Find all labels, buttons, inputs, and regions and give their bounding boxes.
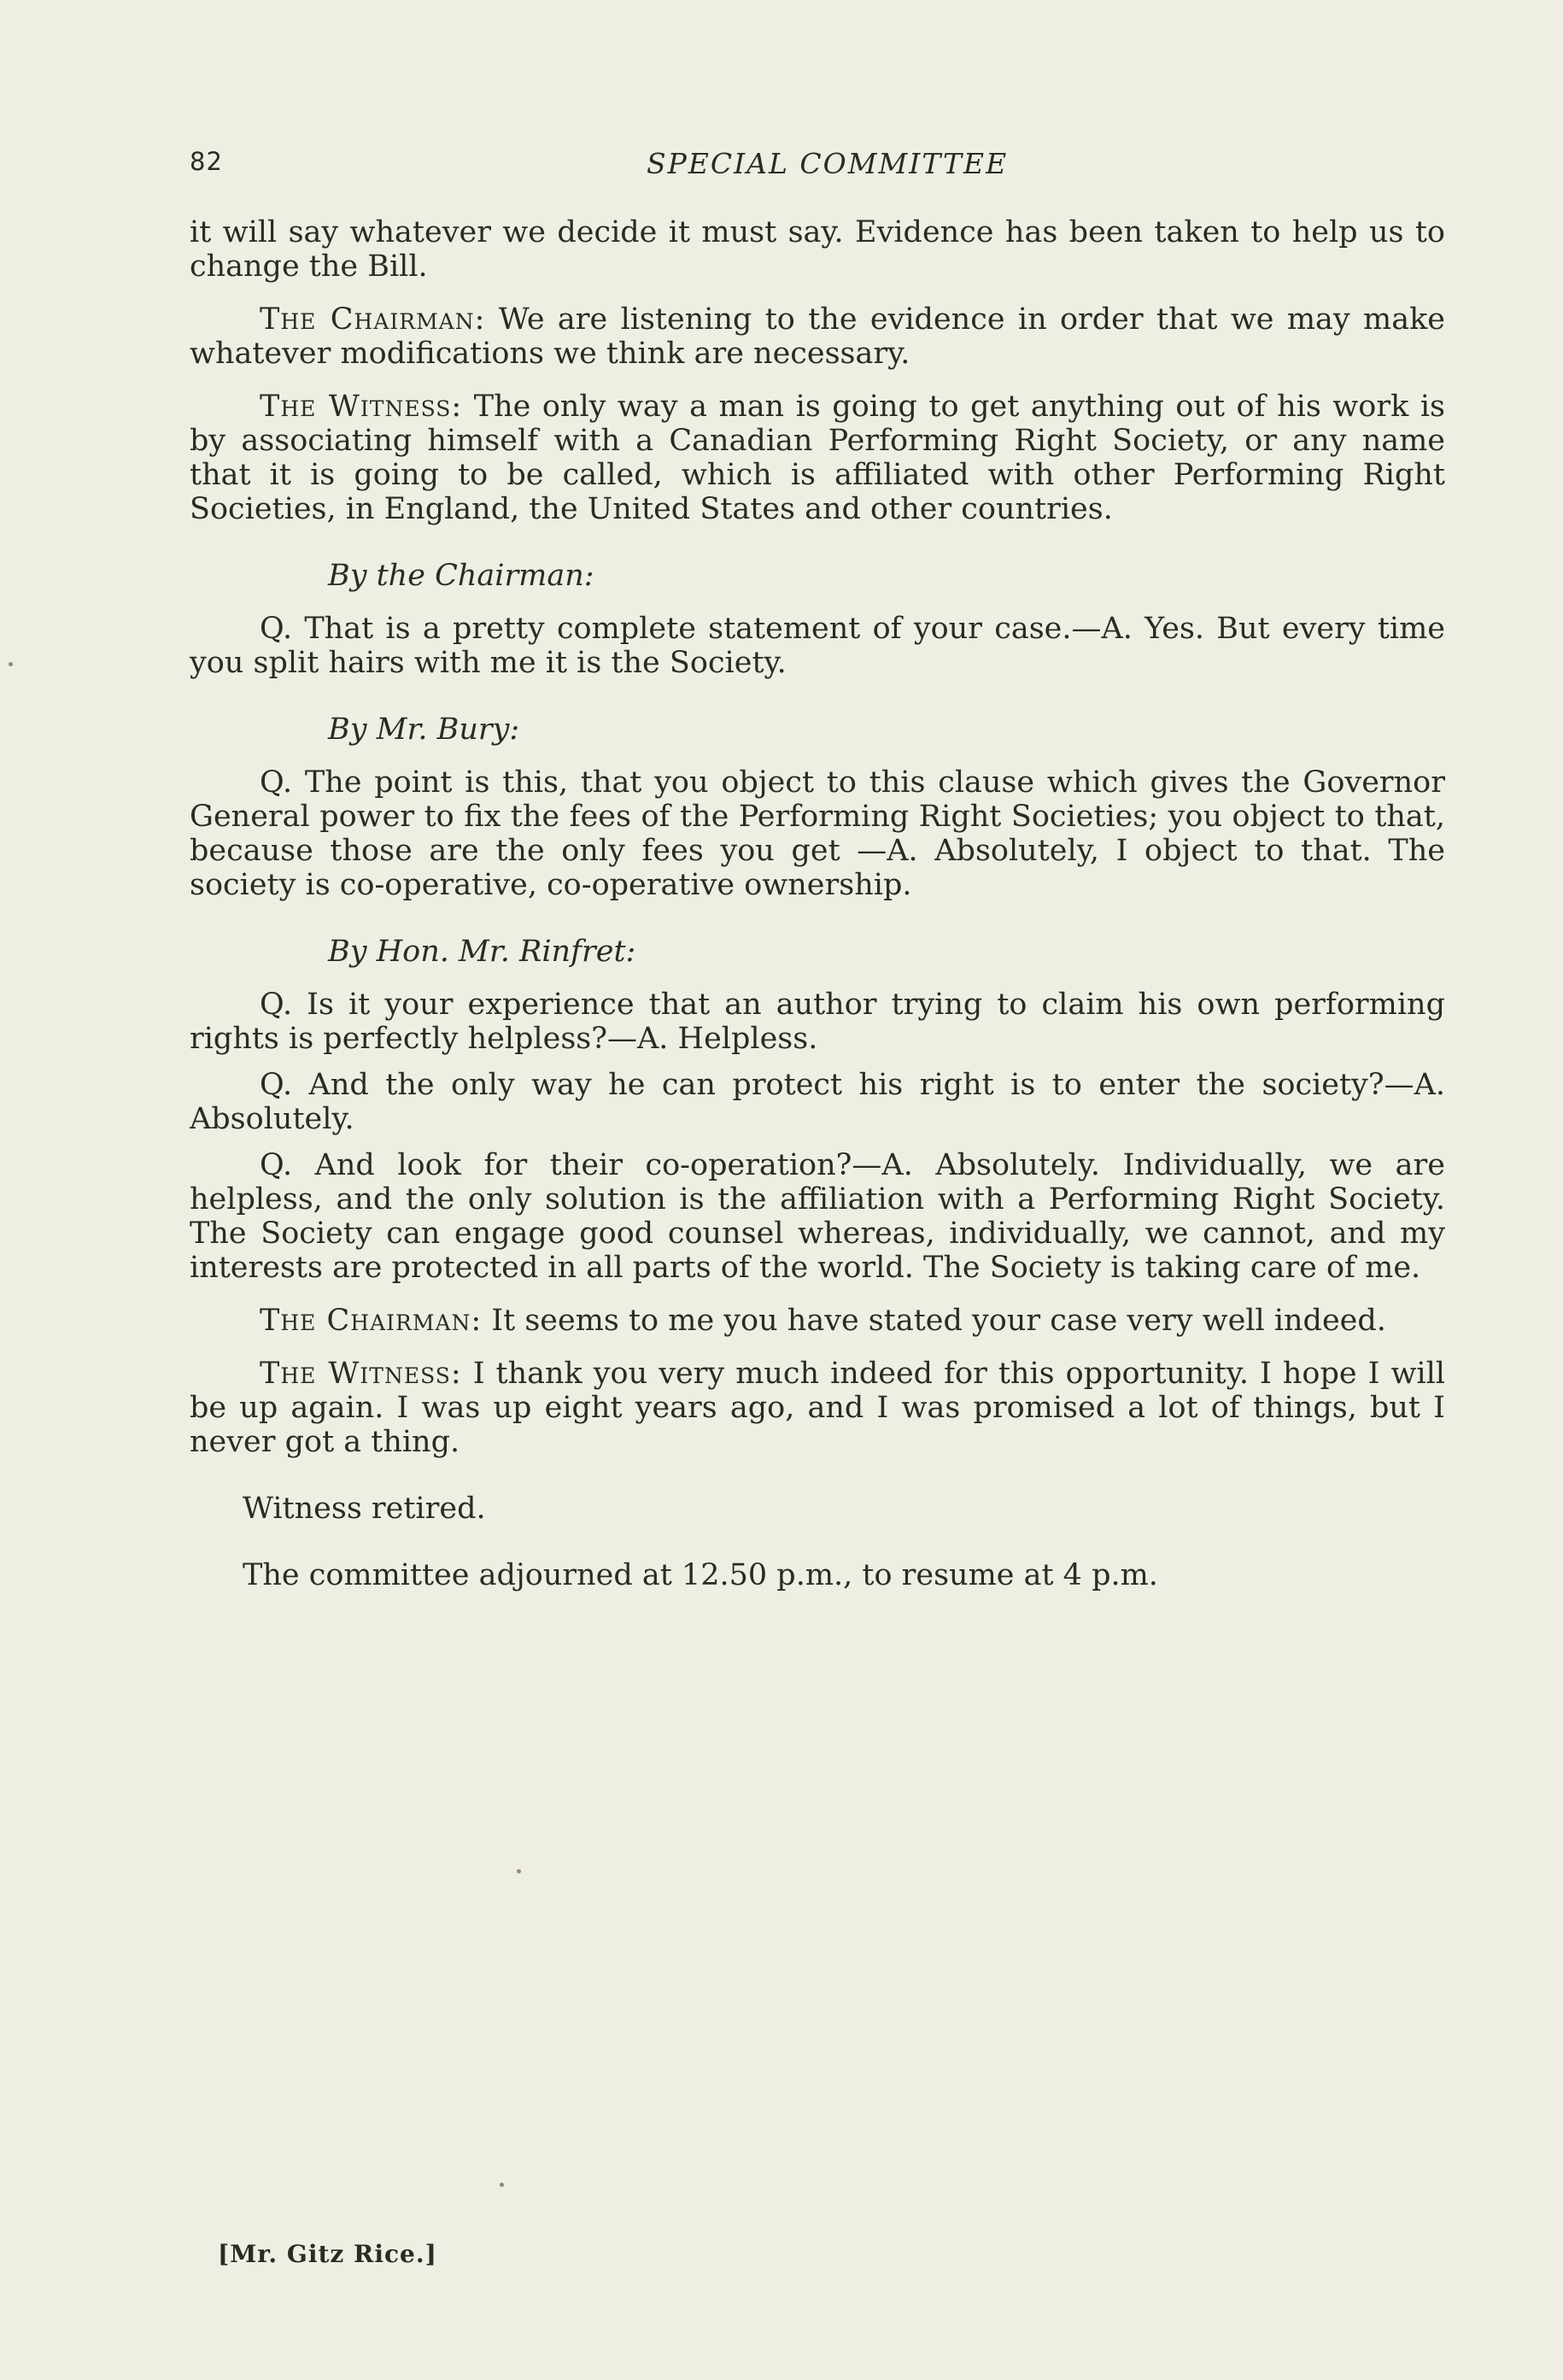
paper-speck [9, 662, 13, 666]
page-number: 82 [190, 147, 223, 176]
speaker-label: The Chairman: [260, 302, 486, 337]
paragraph-question: Q. And the only way he can protect his right is to enter the society?—A. Absolutely. [190, 1068, 1445, 1136]
paragraph-continuation: it will say whatever we decide it must say. Evidence has been taken to help us to change the Bill. [190, 215, 1445, 284]
speaker-label: The Witness: [260, 390, 463, 424]
speaker-label: The Chairman: [260, 1304, 483, 1338]
speaker-label: The Witness: [260, 1357, 462, 1391]
paper-speck [517, 1869, 521, 1873]
paragraph-question: Q. That is a pretty complete statement of your case.—A. Yes. But every time you split hairs with me it is the Society. [190, 612, 1445, 680]
paper-speck [500, 2183, 504, 2187]
paragraph-question: Q. And look for their co-operation?—A. Absolutely. Individually, we are helpless, and the only solution is the affiliation with a Performing Right Society. The Society can engage good counsel whereas, individually, we cannot, and my interests are protected in all parts of the world. The Society is taking care of me. [190, 1148, 1445, 1285]
paragraph-question: Q. Is it your experience that an author trying to claim his own performing rights is perfectly helpless?—A. Helpless. [190, 988, 1445, 1056]
witness-footer: [Mr. Gitz Rice.] [218, 2240, 437, 2268]
page-header [190, 147, 1445, 185]
paragraph-chairman-remark [190, 1304, 1445, 1338]
speech-text: It seems to me you have stated your case very well indeed. [482, 1304, 1386, 1338]
paragraph-witness-statement [190, 390, 1445, 526]
transcript-body [190, 215, 1445, 1592]
section-heading-rinfret: By Hon. Mr. Rinfret: [328, 935, 636, 969]
paragraph-chairman-remark [190, 302, 1445, 371]
paragraph-question: Q. The point is this, that you object to this clause which gives the Governor General power to fix the fees of the Performing Right Societies; you object to that, because those are the only fees you get —A. Absolutely, I object to that. The society is co-operative, co-operative ownership. [190, 765, 1445, 902]
speech-text: We are listening to the evidence in order that we may make whatever modifications we think are necessary. [190, 302, 1445, 371]
speech-text: I thank you very much indeed for this opportunity. I hope I will be up again. I was up eight years ago, and I was promised a lot of things, but I never got a thing. [190, 1357, 1445, 1459]
paragraph-adjournment: The committee adjourned at 12.50 p.m., to resume at 4 p.m. [243, 1558, 1158, 1592]
paragraph-witness-retired: Witness retired. [243, 1492, 486, 1526]
section-heading-bury: By Mr. Bury: [328, 712, 520, 747]
section-heading-chairman: By the Chairman: [328, 559, 594, 593]
speech-text: The only way a man is going to get anything out of his work is by associating himself with a Canadian Performing Right Society, or any name that it is going to be called, which is affiliated with other Performing Right Societies, in England, the United States and other countries. [190, 390, 1445, 526]
running-head: SPECIAL COMMITTEE [647, 147, 1009, 180]
paragraph-witness-statement [190, 1357, 1445, 1459]
